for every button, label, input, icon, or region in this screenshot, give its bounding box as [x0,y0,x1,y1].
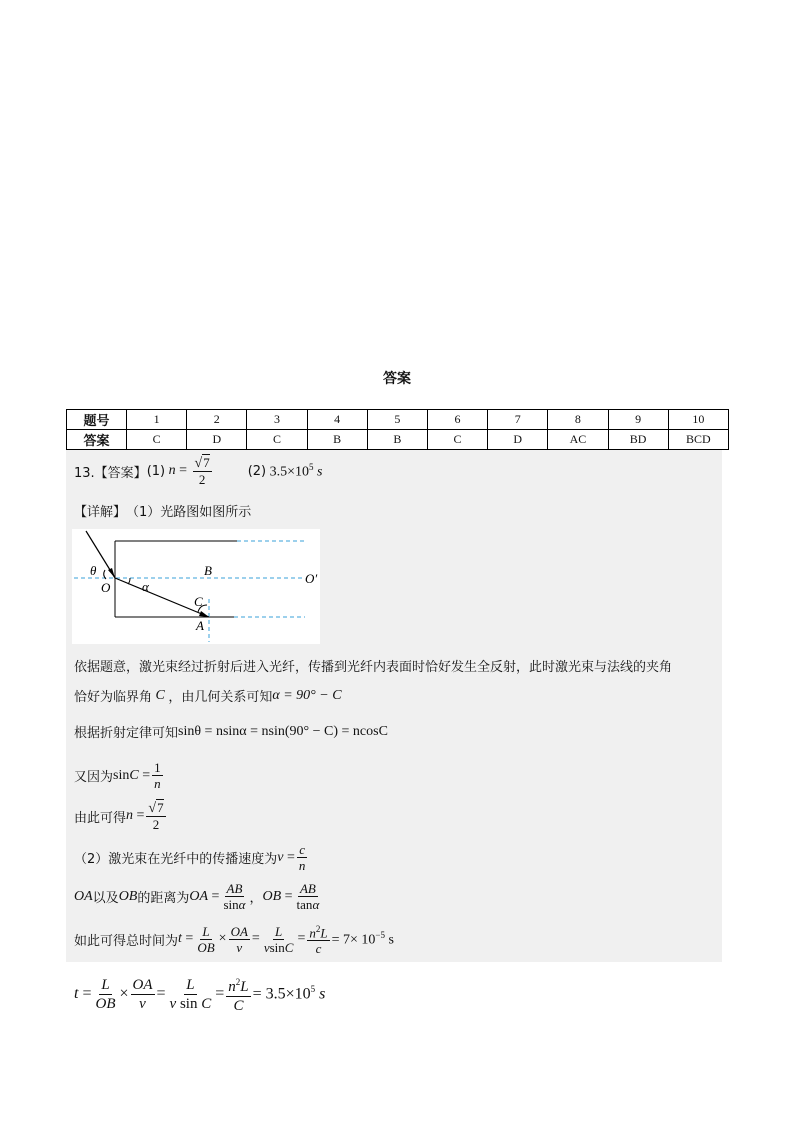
label-O-prime: O′ [305,571,318,586]
part1-label: (1) [146,463,166,479]
para1-text-a: 恰好为临界角 [74,690,153,705]
para4-line: 由此可得 n = $\frac{√7}{2}$ [74,800,164,832]
label-B: B [204,563,212,578]
time-result: = 7× 10 [331,932,376,948]
para2-text: 根据折射定律可知 [74,726,179,741]
page-title: 答案 [383,371,411,387]
detail-label: 【详解】 [74,505,127,520]
para1-text-b: ，由几何关系可知 [168,690,273,705]
question-number-cell: 9 [608,410,668,430]
detail-part1: （1）光路图如图所示 [126,505,252,520]
part2-unit: s [317,464,323,480]
para3-line: 又因为 sinC = $\frac{1}{n}$ [74,760,161,791]
final-unit: s [319,985,326,1003]
answer-cell: C [247,430,307,450]
para2-line [74,722,388,741]
question-number-cell: 1 [127,410,187,430]
answer-cell: B [367,430,427,450]
answer-table [66,409,729,450]
label-C: C [194,594,203,609]
para4-text: 由此可得 [74,810,127,826]
answer-line: 13.【答案】 (1) n = $\frac{√7}{2}$ (2) $3.5\times 10^5$ s [74,455,323,487]
snell-equation: sinθ = nsinα = nsin(90° − C) = ncosC [178,723,388,739]
answer-cell: B [307,430,367,450]
label-alpha: α [142,579,149,594]
table-row [67,430,729,450]
answer-cell: C [127,430,187,450]
detail-line [74,501,251,520]
part2-value: 3.5×10 [269,464,310,480]
answer-cell: AC [548,430,608,450]
time-unit: s [388,932,394,948]
answer-cell: D [187,430,247,450]
para3-text: 又因为 [74,770,114,785]
question-number-cell: 6 [427,410,487,430]
label-A: A [196,618,204,633]
part2-label: (2) [247,463,267,479]
answer-cell: D [488,430,548,450]
question-number-cell: 3 [247,410,307,430]
para5-line: （2）激光束在光纤中的传播速度为 v = $\frac{c}{n}$ [74,842,306,873]
para1-text: 依据题意，激光束经过折射后进入光纤，传播到光纤内表面时恰好发生全反射，此时激光束与法线的夹角 [74,660,673,675]
answer-label-cell: 答案 [67,430,127,450]
para1-line1 [74,656,672,675]
time-exp: −5 [375,929,385,940]
question-number-cell: 8 [548,410,608,430]
alpha-equation: α = 90° − C [272,687,342,703]
answer-cell: BD [608,430,668,450]
para6-line: OA 以及 OB 的距离为 OA = $\frac{AB}{\sin\alpha}$ ， OB = $\frac{AB}{\tan\alpha}$ [74,881,320,912]
para5-text: （2）激光束在光纤中的传播速度为 [74,852,278,867]
question-number-cell: 5 [367,410,427,430]
label-O: O [101,580,111,595]
q13-label: 13.【答案】 [74,465,147,481]
label-theta: θ [90,563,97,578]
final-equation-line: t = $\frac{L}{OB}$ × $\frac{OA}{v}$ = $\frac{L}{\text{v sin C}}$ = $\frac{n^2L}{C}$ = $3.5\times 10^5$ s [74,973,325,1015]
question-number-cell: 4 [307,410,367,430]
para6-text-b: 的距离为 [137,891,190,906]
answer-cell: BCD [668,430,728,450]
light-path-diagram [72,529,320,644]
answer-cell: C [427,430,487,450]
question-number-cell: 2 [187,410,247,430]
part2-exp: 5 [309,461,314,472]
final-exp: 5 [310,984,316,995]
table-row [67,410,729,430]
para1-line2: 恰好为临界角 C ，由几何关系可知 α = 90° − C [74,687,342,705]
question-number-cell: 10 [668,410,728,430]
para6-text-a: 以及 [92,891,119,906]
para7-line: 如此可得总时间为 t = $\frac{L}{OB}$ × $\frac{OA}{v}$ = $\frac{L}{vsinC}$ = $\frac{n^2L}{c}$ = $7\times 10^{-5}$ s [74,923,394,957]
header-label-cell: 题号 [67,410,127,430]
question-number-cell: 7 [488,410,548,430]
para7-text: 如此可得总时间为 [74,933,179,949]
final-result: = 3.5×10 [252,985,311,1003]
